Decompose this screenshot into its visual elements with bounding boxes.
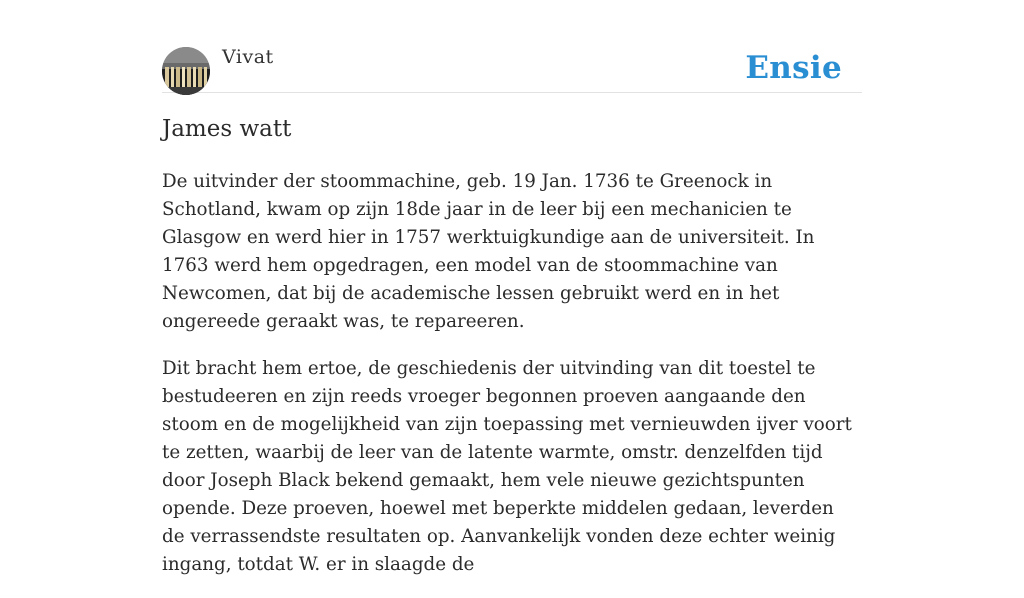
brand-logo[interactable]: Ensie	[745, 50, 842, 86]
avatar-image	[162, 47, 210, 95]
author-name[interactable]: Vivat	[222, 46, 274, 68]
page	[162, 0, 862, 575]
header	[162, 0, 862, 93]
paragraph: Dit bracht hem ertoe, de geschiedenis der uitvinding van dit toestel te bestudeeren en zijn reeds vroeger begonnen proeven aangaande den stoom en de mogelijkheid van zijn toepassing met vernieuwden ijver voort te zetten, waarbij de leer van de latente warmte, omstr. denzelfden tijd door Joseph Black bekend gemaakt, hem vele nieuwe gezichtspunten opende. Deze proeven, hoewel met beperkte middelen gedaan, leverden de verrassendste resultaten op. Aanvankelijk vonden deze echter weinig ingang, totdat W. er in slaagde de	[162, 358, 852, 575]
paragraph: De uitvinder der stoommachine, geb. 19 Jan. 1736 te Greenock in Schotland, kwam op zijn 18de jaar in de leer bij een mechanicien te Glasgow en werd hier in 1757 werktuigkundige aan de universiteit. In 1763 werd hem opgedragen, een model van de stoommachine van Newcomen, dat bij de academische lessen gebruikt werd en in het ongereede geraakt was, te repareeren.	[162, 171, 815, 332]
avatar[interactable]	[162, 47, 210, 95]
article-body	[162, 168, 862, 598]
article-title: James watt	[162, 116, 292, 142]
